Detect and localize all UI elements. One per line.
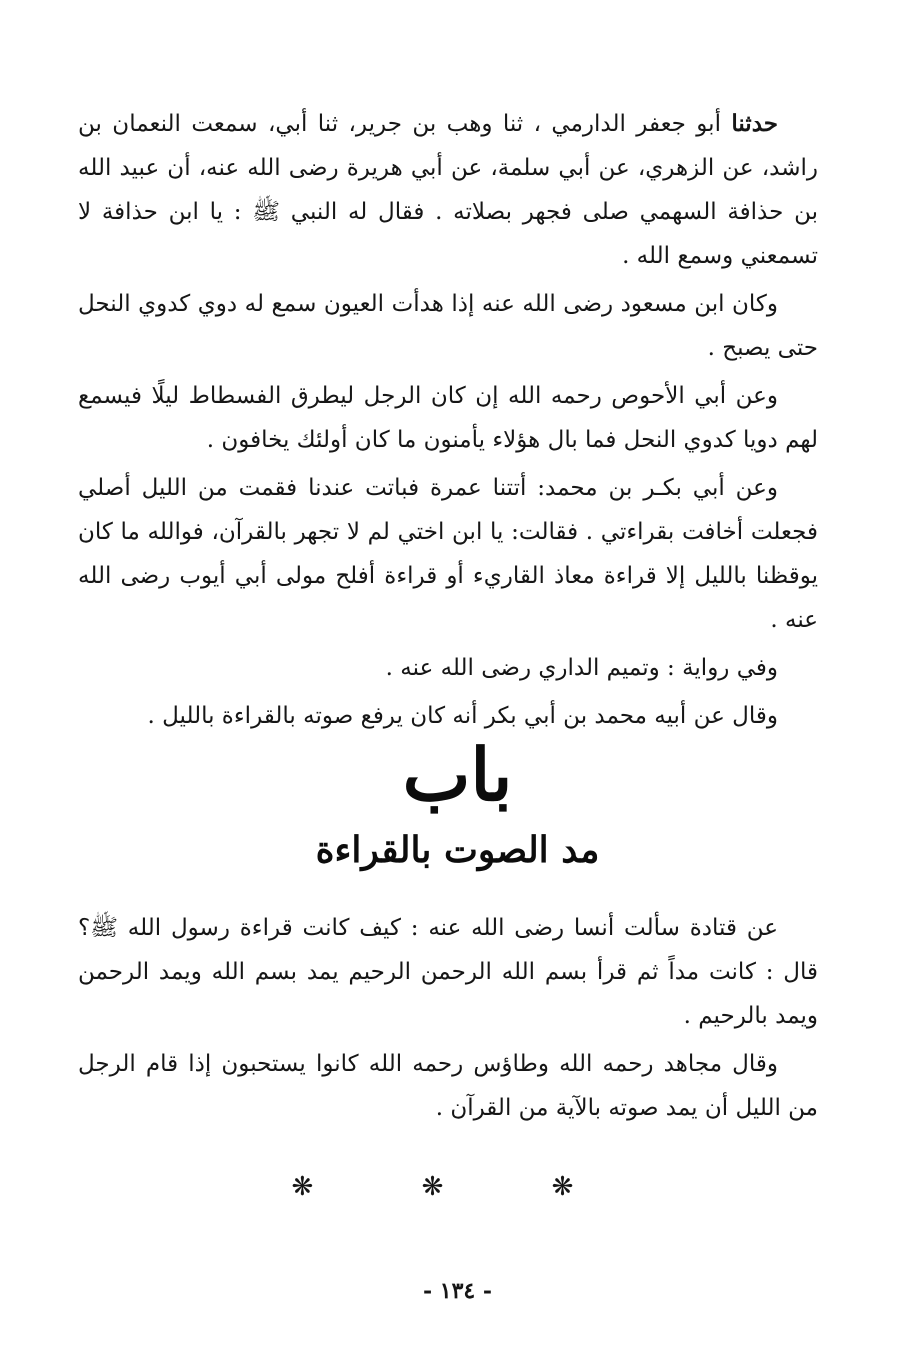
ornament-stars: ❋ ❋ ❋ <box>291 1172 624 1202</box>
paragraph-3: وعن أبي الأحوص رحمه الله إن كان الرجل ليطرق الفسطاط ليلًا فيسمع لهم دويا كدوي النحل فما بال هؤلاء يأمنون ما كان أولئك يخافون . <box>78 383 818 453</box>
paragraph-1 <box>78 102 818 278</box>
paragraph-lead-word: حدثنا <box>731 110 778 137</box>
paragraph-8: وقال مجاهد رحمه الله وطاؤس رحمه الله كانوا يستحبون إذا قام الرجل من الليل أن يمد صوته بالآية من القرآن . <box>78 1051 818 1121</box>
paragraph-5: وفي رواية : وتميم الداري رضى الله عنه . <box>385 655 778 681</box>
chapter-title: باب <box>402 732 513 817</box>
paragraph-6: وقال عن أبيه محمد بن أبي بكر أنه كان يرفع صوته بالقراءة بالليل . <box>147 703 778 729</box>
paragraph-7: عن قتادة سألت أنسا رضى الله عنه : كيف كانت قراءة رسول الله ﷺ؟ قال : كانت مداً ثم قرأ بسم الله الرحمن الرحيم يمد بسم الله ويمد الرحمن ويمد بالرحيم . <box>78 915 818 1029</box>
section-one <box>78 102 818 738</box>
paragraph-2: وكان ابن مسعود رضى الله عنه إذا هدأت العيون سمع له دوي كدوي النحل حتى يصبح . <box>78 291 818 361</box>
page-number: - ١٣٤ - <box>422 1278 493 1304</box>
paragraph-4: وعن أبي بكـر بن محمد: أتتنا عمرة فباتت عندنا فقمت من الليل أصلي فجعلت أخافت بقراءتي . فقالت: يا ابن اختي لم لا تجهر بالقرآن، فوالله ما كان يوقظنا بالليل إلا قراءة معاذ القاريء أو قراءة أفلح مولى أبي أيوب رضى الله عنه . <box>78 475 818 633</box>
chapter-subtitle: مد الصوت بالقراءة <box>315 829 600 871</box>
section-two <box>78 906 818 1130</box>
paragraph-1-text: أبو جعفر الدارمي ، ثنا وهب بن جرير، ثنا أبي، سمعت النعمان بن راشد، عن الزهري، عن أبي سلمة، عن أبي هريرة رضى الله عنه، أن عبيد الله بن حذافة السهمي صلى فجهر بصلاته . فقال له النبي ﷺ : يا ابن حذافة لا تسمعني وسمع الله . <box>78 111 818 269</box>
